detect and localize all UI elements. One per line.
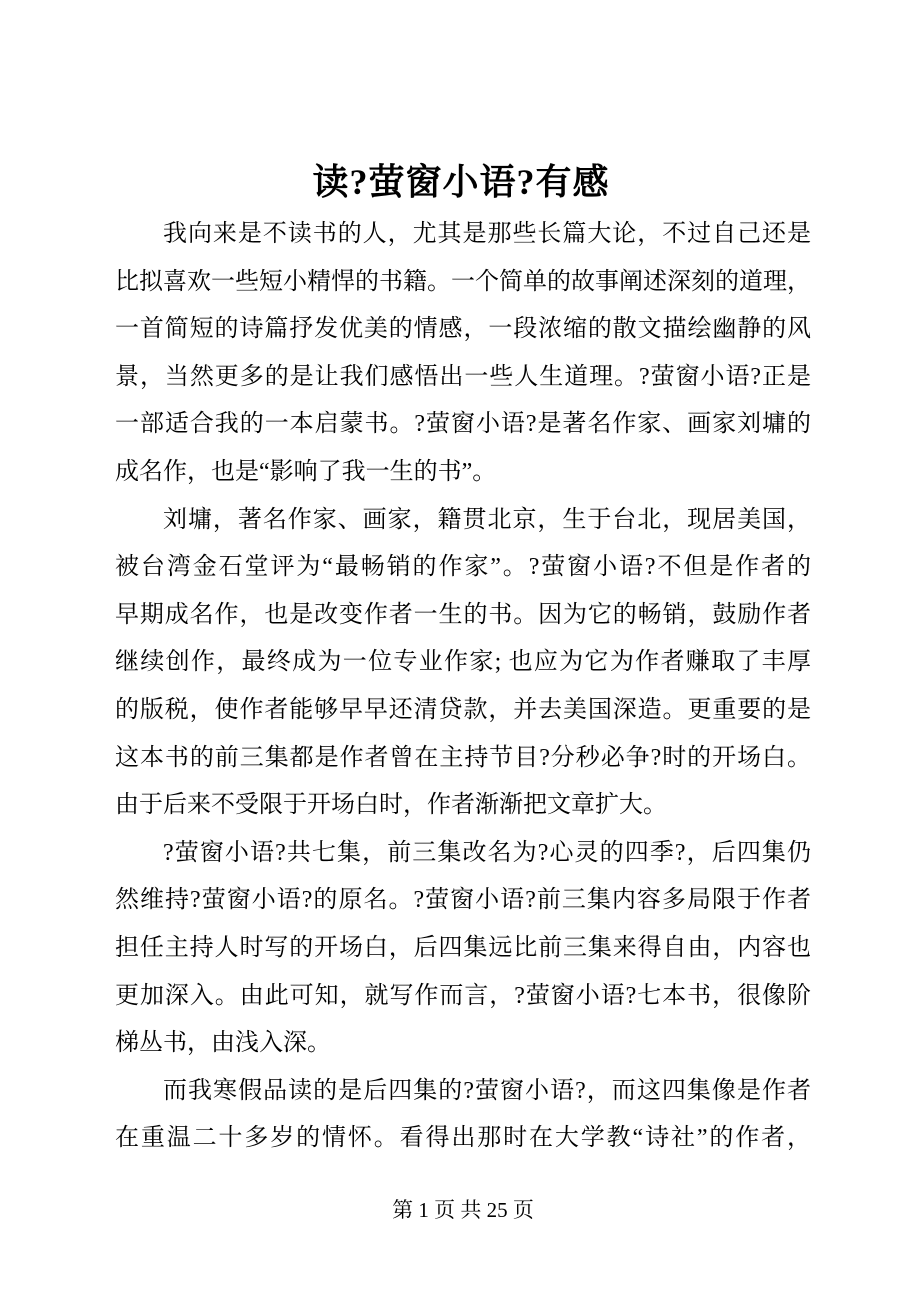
text-line: 被台湾金石堂评为“最畅销的作家”。?萤窗小语?不但是作者的: [115, 554, 811, 581]
text-line: 成名作，也是“影响了我一生的书”。: [115, 458, 497, 485]
text-line: 这本书的前三集都是作者曾在主持节目?分秒必争?时的开场白。: [115, 744, 811, 771]
text-line: ?萤窗小语?共七集，前三集改名为?心灵的四季?，后四集仍: [163, 839, 811, 866]
text-line: 刘墉，著名作家、画家，籍贯北京，生于台北，现居美国，: [163, 506, 811, 533]
page-number-label: 第 1 页 共 25 页: [392, 1198, 534, 1222]
text-line: 在重温二十多岁的情怀。看得出那时在大学教“诗社”的作者，: [115, 1125, 811, 1152]
text-line: 的版税，使作者能够早早还清贷款，并去美国深造。更重要的是: [115, 696, 811, 723]
document-body: [115, 211, 811, 1163]
text-line: 一首简短的诗篇抒发优美的情感，一段浓缩的散文描绘幽静的风: [115, 316, 811, 343]
text-line: 一部适合我的一本启蒙书。?萤窗小语?是著名作家、画家刘墉的: [115, 411, 811, 438]
text-line: 而我寒假品读的是后四集的?萤窗小语?，而这四集像是作者: [163, 1077, 811, 1104]
text-line: 比拟喜欢一些短小精悍的书籍。一个简单的故事阐述深刻的道理，: [115, 268, 811, 295]
text-line: 担任主持人时写的开场白，后四集远比前三集来得自由，内容也: [115, 934, 811, 961]
text-line: 早期成名作，也是改变作者一生的书。因为它的畅销，鼓励作者: [115, 601, 811, 628]
text-line: 继续创作，最终成为一位专业作家; 也应为它为作者赚取了丰厚: [115, 649, 811, 676]
text-line: 更加深入。由此可知，就写作而言，?萤窗小语?七本书，很像阶: [115, 982, 811, 1009]
page-footer: [115, 1194, 811, 1226]
text-line: 景，当然更多的是让我们感悟出一些人生道理。?萤窗小语?正是: [115, 363, 811, 390]
text-line: 由于后来不受限于开场白时，作者渐渐把文章扩大。: [115, 792, 667, 819]
page-title: 读?萤窗小语?有感: [312, 162, 610, 202]
text-line: 我向来是不读书的人，尤其是那些长篇大论，不过自己还是: [163, 221, 811, 247]
text-line: 梯丛书，由浅入深。: [115, 1030, 331, 1057]
text-line: 然维持?萤窗小语?的原名。?萤窗小语?前三集内容多局限于作者: [115, 887, 811, 914]
